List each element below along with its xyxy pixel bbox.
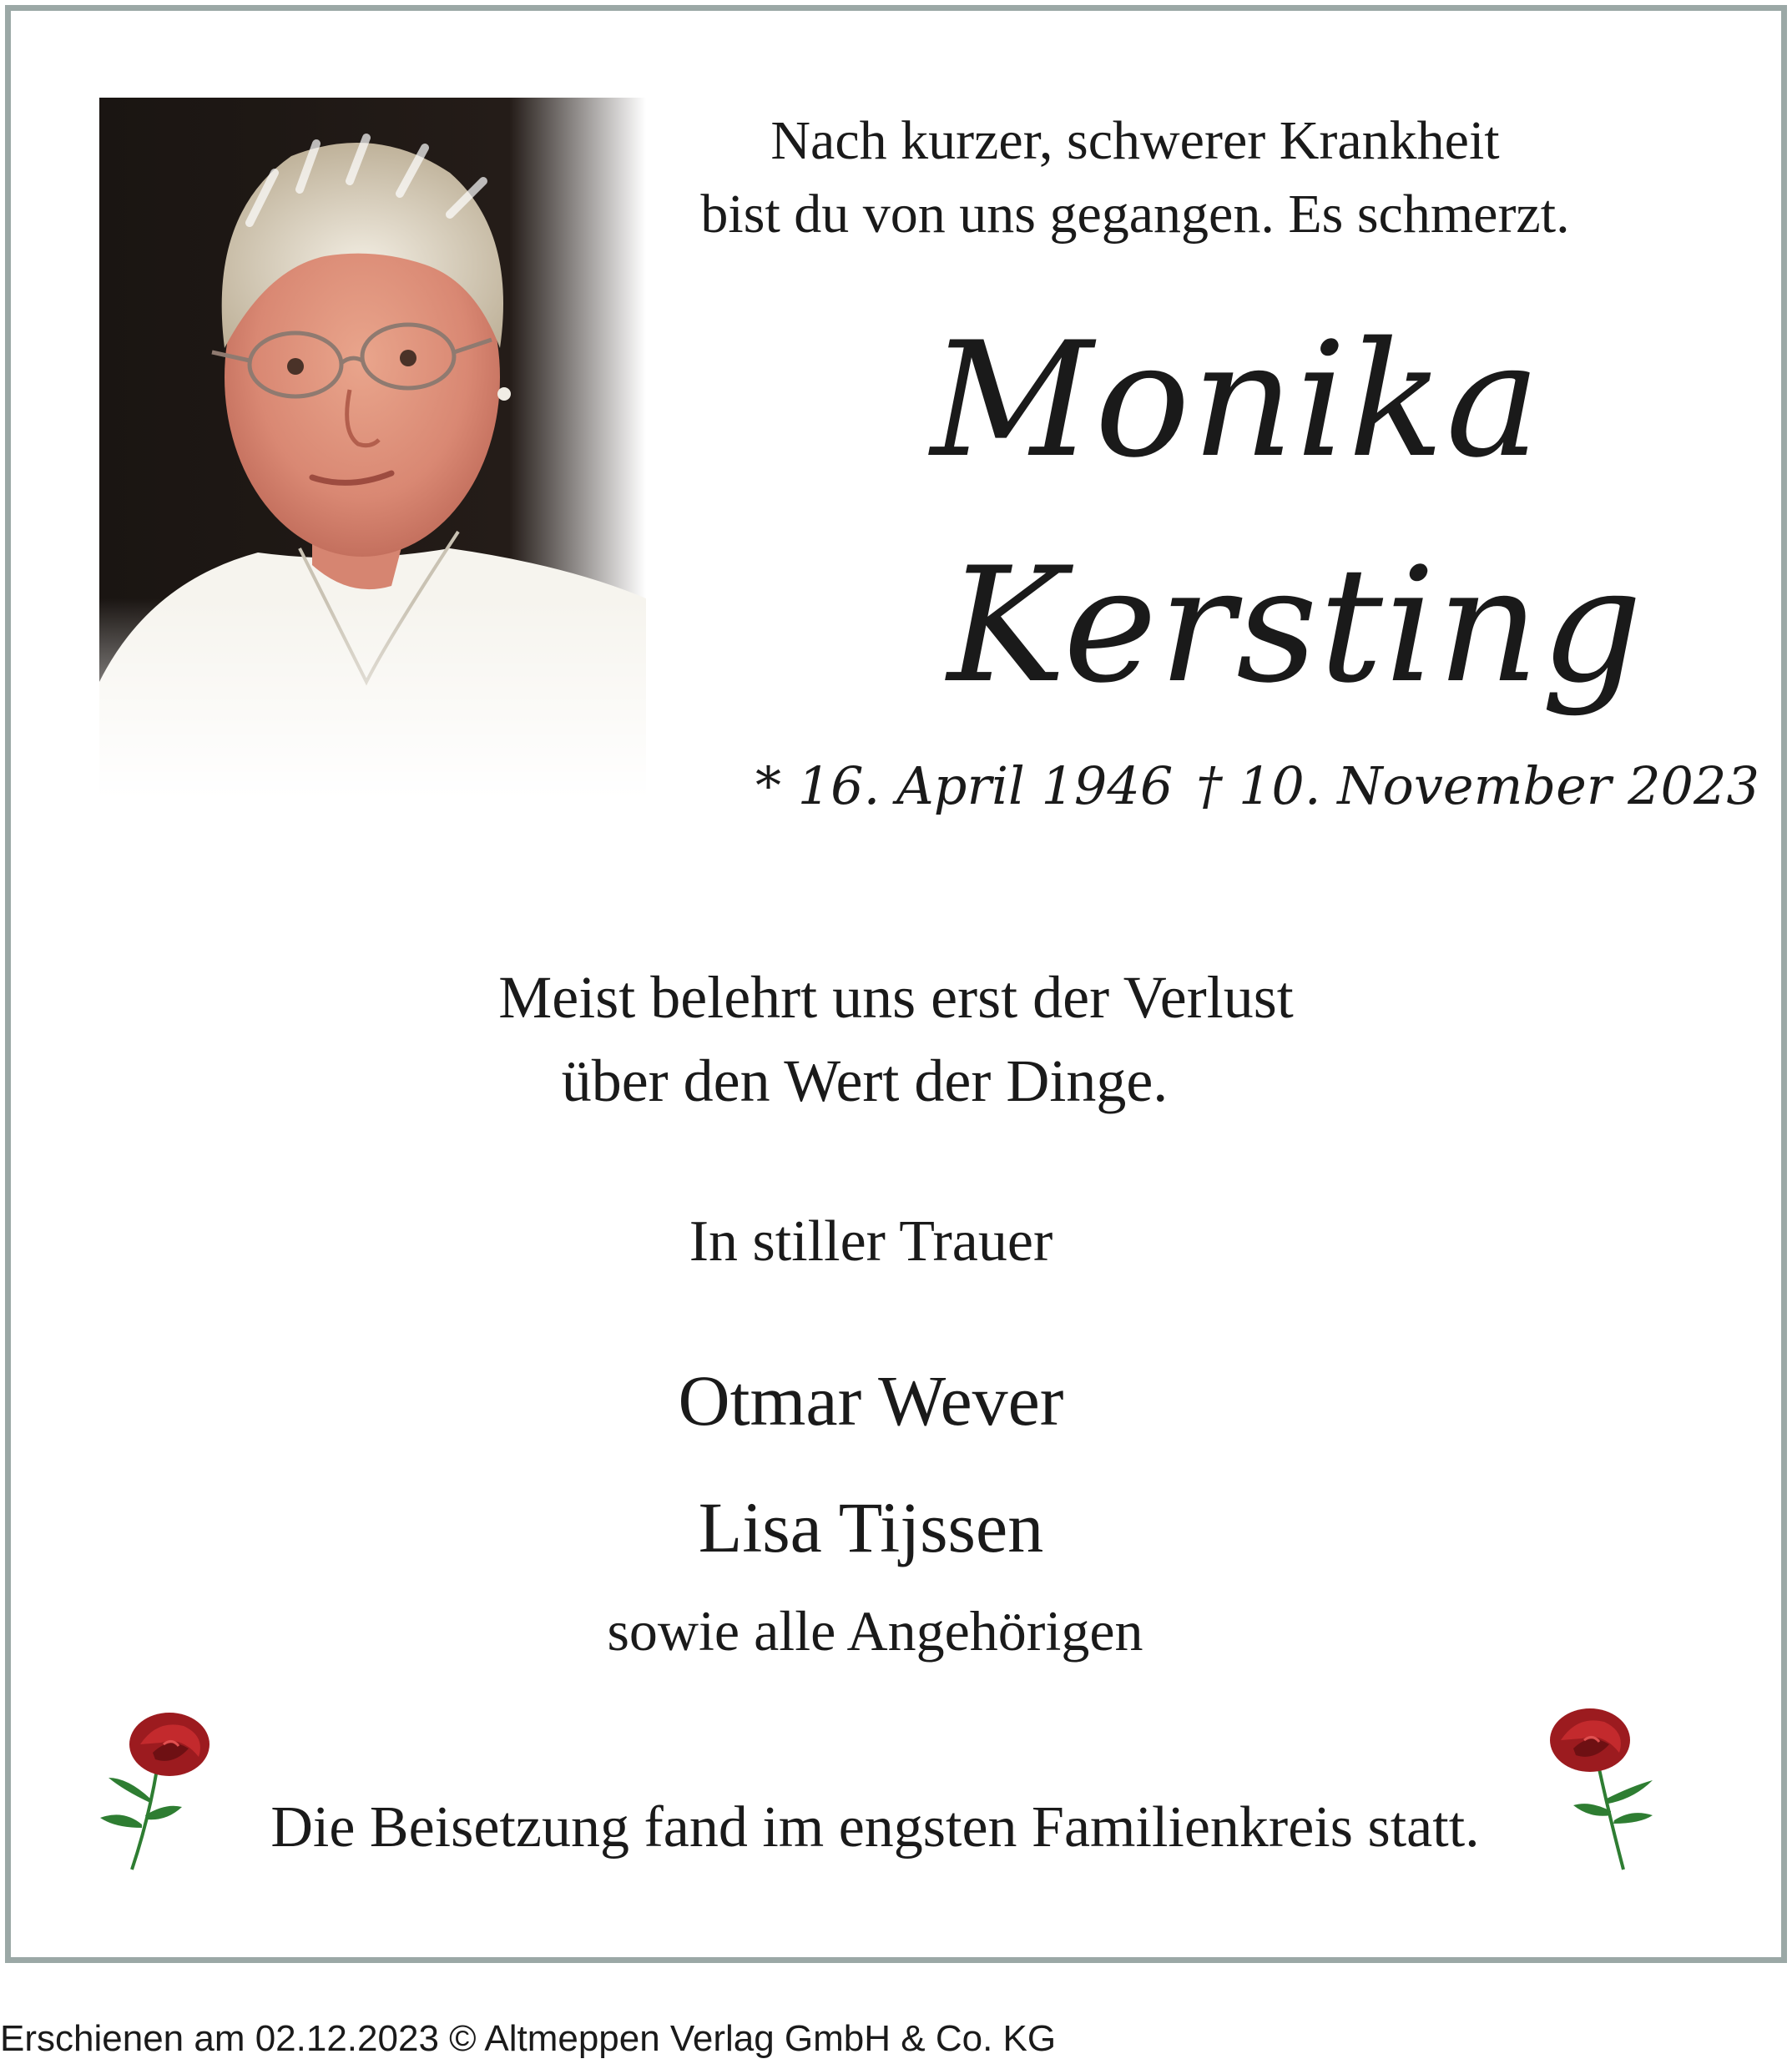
birth-date: * 16. April 1946 — [755, 755, 1174, 816]
mourning-intro: In stiller Trauer — [689, 1209, 1053, 1274]
death-date: † 10. November 2023 — [1196, 755, 1759, 816]
relatives-line: sowie alle Angehörigen — [607, 1599, 1143, 1663]
life-dates — [755, 755, 1759, 816]
intro-line-1: Nach kurzer, schwerer Krankheit — [770, 110, 1500, 171]
portrait-photo — [99, 98, 646, 799]
intro-line-2: bist du von uns gegangen. Es schmerzt. — [700, 184, 1570, 245]
publication-footer: Erschienen am 02.12.2023 © Altmeppen Verlag GmbH & Co. KG — [0, 2018, 1057, 2059]
first-name: Monika — [931, 308, 1542, 492]
rose-icon — [1536, 1707, 1682, 1874]
burial-note: Die Beisetzung fand im engsten Familienkreis statt. — [270, 1795, 1480, 1860]
quote-line-1: Meist belehrt uns erst der Verlust — [498, 964, 1294, 1031]
quote-line-2: über den Wert der Dinge. — [561, 1047, 1169, 1114]
intro-text — [651, 104, 1619, 251]
mourner-name: Otmar Wever — [678, 1360, 1064, 1441]
memorial-quote — [0, 956, 1792, 1123]
last-name: Kersting — [947, 533, 1644, 718]
mourner-name: Lisa Tijssen — [698, 1487, 1044, 1567]
